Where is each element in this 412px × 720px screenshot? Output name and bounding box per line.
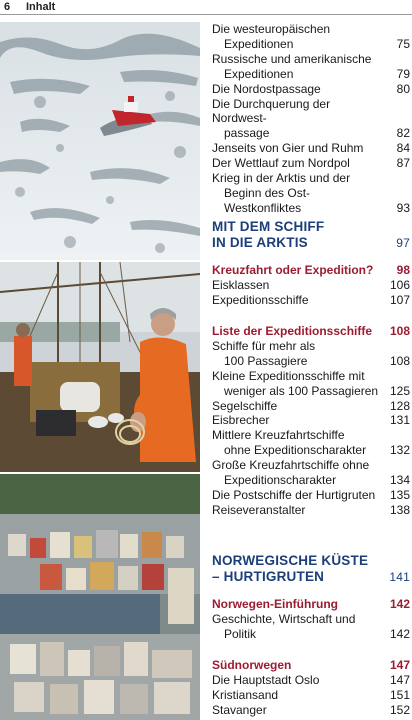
toc-entry-title: Große Kreuzfahrtschiffe ohne [212,458,370,473]
toc-page-number: 132 [389,443,410,458]
toc-entry [212,458,410,473]
toc-entry-title: Expeditionscharakter [224,473,337,488]
toc-section-heading [212,324,410,339]
toc-chapter-heading [212,553,410,569]
toc-entry-title: – HURTIGRUTEN [212,569,325,584]
toc-entry-title: 100 Passagiere [224,353,308,368]
toc-section-heading [212,263,410,278]
toc-entry-title: Beginn des Ost-Westkonfliktes [224,185,311,215]
toc-entry-title: Expeditionsschiffe [212,292,309,307]
toc-entry-title: Liste der Expeditionsschiffe [212,324,373,338]
toc-entry [212,141,410,156]
toc-entry [212,126,410,141]
toc-entry [212,293,410,308]
toc-entry [212,22,410,37]
toc-entry [212,627,410,642]
toc-page-number: 131 [389,413,410,428]
toc-entry-title: Kleine Expeditionsschiffe mit [212,368,365,383]
toc-page-number: 152 [389,702,410,717]
toc-entry-title: Kreuzfahrt oder Expedition? [212,263,374,277]
toc-entry [212,156,410,171]
toc-group [212,263,410,308]
toc-page-number: 134 [389,473,410,488]
toc-entry-title: Expeditionen [224,66,294,81]
icebreaker-photo [0,22,200,260]
toc-page-number: 87 [396,156,410,171]
toc-entry-title: Kristiansand [212,687,279,702]
toc-entry [212,52,410,67]
toc-page-number: 108 [389,324,410,338]
toc-page-number: 151 [389,687,410,702]
toc-entry [212,97,410,127]
toc-entry [212,339,410,354]
toc-entry-title: Reiseveranstalter [212,502,306,517]
toc-chapter-heading [212,235,410,251]
toc-entry [212,428,410,443]
toc-entry-title: Die Nordostpassage [212,81,321,96]
toc-entry-title: Schiffe für mehr als [212,338,316,353]
toc-entry-title: Die Durchquerung der Nordwest- [212,96,331,126]
toc-entry [212,473,410,488]
toc-entry [212,503,410,518]
toc-entry-title: Stavanger [212,702,267,717]
toc-entry [212,384,410,399]
toc-page-number: 108 [389,353,410,368]
toc-entry-title: Norwegen-Einführung [212,597,338,611]
toc-section-heading [212,658,410,673]
toc-entry-title: Die westeuropäischen [212,22,331,36]
toc-page-number: 93 [396,200,410,215]
toc-entry [212,703,410,718]
toc-group [212,658,410,718]
toc-page-number: 84 [396,141,410,156]
toc-entry-title: ohne Expeditionscharakter [224,443,367,458]
toc-entry-title: IN DIE ARKTIS [212,235,308,250]
toc-page-number: 106 [389,277,410,292]
toc-group [212,324,410,518]
toc-entry [212,612,410,627]
toc-entry [212,37,410,52]
toc-entry-title: NORWEGISCHE KÜSTE [212,553,369,568]
toc-entry-title: Russische und amerikanische [212,51,372,66]
toc-entry-title: Der Wettlauf zum Nordpol [212,156,350,171]
toc-entry [212,354,410,369]
toc-entry [212,278,410,293]
toc-entry [212,82,410,97]
toc-entry-title: Jenseits von Gier und Ruhm [212,141,364,156]
toc-page-number: 128 [389,398,410,413]
toc-page-number: 79 [396,66,410,81]
toc-entry-title: Geschichte, Wirtschaft und [212,611,356,626]
toc-chapter-heading [212,569,410,585]
toc-group [212,597,410,642]
toc-page-number: 80 [396,81,410,96]
toc-page-number: 75 [396,36,410,51]
toc-entry-title: Eisklassen [212,277,270,292]
toc-entry [212,688,410,703]
toc-page-number: 135 [389,487,410,502]
toc-section-heading [212,597,410,612]
toc-entry-title: MIT DEM SCHIFF [212,219,325,234]
toc-entry [212,67,410,82]
header-rule [0,14,412,15]
toc-page-number: 141 [389,570,410,584]
toc-entry-title: Südnorwegen [212,658,292,672]
toc-entry-title: Krieg in der Arktis und der [212,171,351,186]
toc-page-number: 97 [396,236,410,250]
toc-entry [212,673,410,688]
toc-chapter-heading [212,219,410,235]
toc-page-number: 142 [389,597,410,611]
toc-entry-title: Die Postschiffe der Hurtigruten [212,487,376,502]
toc-page-number: 138 [389,502,410,517]
toc-entry-title: Eisbrecher [212,413,270,428]
toc-entry [212,171,410,186]
toc-entry-title: weniger als 100 Passagieren [224,383,379,398]
toc-entry [212,369,410,384]
toc-entry-title: Segelschiffe [212,398,278,413]
toc-page-number: 142 [389,626,410,641]
toc-page-number: 147 [389,672,410,687]
page-number: 6 [4,1,11,13]
toc-page-number: 98 [396,263,410,277]
toc-entry [212,443,410,458]
coastal-town-photo [0,474,200,720]
toc-entry-title: Expeditionen [224,36,294,51]
toc-page-number: 82 [396,126,410,141]
toc-entry-title: Politik [224,626,257,641]
toc-entry [212,399,410,414]
toc-entry-title: Mittlere Kreuzfahrtschiffe [212,428,345,443]
toc-page-number: 107 [389,292,410,307]
sailing-ship-photo [0,262,200,472]
toc-group [212,553,410,585]
toc-group [212,219,410,251]
section-title: Inhalt [26,1,56,13]
toc-entry [212,186,410,216]
toc-entry-title: passage [224,126,270,141]
page-header [0,0,412,16]
toc-group [212,22,410,216]
toc-entry-title: Die Hauptstadt Oslo [212,672,320,687]
toc-page-number: 125 [389,383,410,398]
toc-entry [212,413,410,428]
toc-page-number: 147 [389,658,410,672]
toc-entry [212,488,410,503]
